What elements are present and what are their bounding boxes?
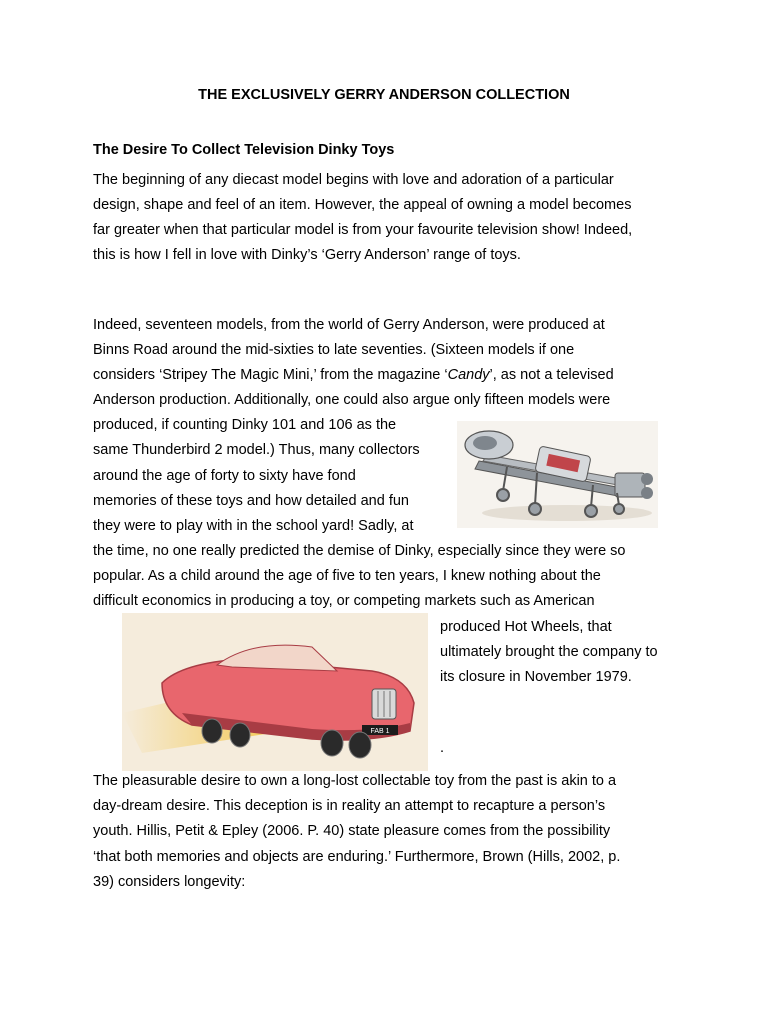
paragraph2-line: memories of these toys and how detailed and fun — [93, 493, 409, 509]
paragraph3-line: ‘that both memories and objects are enduring.’ Furthermore, Brown (Hills, 2002, p. — [93, 849, 621, 865]
magazine-title-italic: Candy — [447, 367, 490, 383]
paragraph2-line: around the age of forty to sixty have fond — [93, 468, 356, 484]
paragraph2-line: . — [440, 740, 445, 756]
text-span: considers ‘Stripey The Magic Mini,’ from the magazine ‘ — [93, 367, 448, 383]
paragraph2-line: produced Hot Wheels, that — [440, 619, 612, 635]
eagle-illustration — [457, 421, 658, 528]
paragraph2-line: Binns Road around the mid-sixties to late seventies. (Sixteen models if one — [93, 342, 575, 358]
paragraph2-line: produced, if counting Dinky 101 and 106 as the — [93, 417, 397, 433]
paragraph2-line: its closure in November 1979. — [440, 669, 632, 685]
paragraph2-line: Anderson production. Additionally, one could also argue only fifteen models were — [93, 392, 611, 408]
section-heading: The Desire To Collect Television Dinky Toys — [93, 142, 395, 158]
paragraph3-line: day-dream desire. This deception is in reality an attempt to recapture a person’s — [93, 798, 606, 814]
document-title: THE EXCLUSIVELY GERRY ANDERSON COLLECTION — [198, 87, 570, 103]
paragraph1-line: far greater when that particular model is from your favourite television show! Indeed, — [93, 222, 633, 238]
paragraph2-line — [93, 366, 614, 384]
paragraph1-line: design, shape and feel of an item. However, the appeal of owning a model becomes — [93, 197, 632, 213]
paragraph2-line: popular. As a child around the age of five to ten years, I knew nothing about the — [93, 568, 601, 584]
eagle-transporter-image — [457, 421, 658, 528]
paragraph2-line: the time, no one really predicted the demise of Dinky, especially since they were so — [93, 543, 626, 559]
paragraph2-line: ultimately brought the company to — [440, 644, 658, 660]
paragraph2-line: difficult economics in producing a toy, or competing markets such as American — [93, 593, 595, 609]
fab1-car-image — [122, 613, 428, 771]
paragraph1-line: this is how I fell in love with Dinky’s ‘Gerry Anderson’ range of toys. — [93, 247, 521, 263]
fab1-illustration — [122, 613, 428, 771]
paragraph3-line: The pleasurable desire to own a long-lost collectable toy from the past is akin to a — [93, 773, 617, 789]
fab1-plate-text: FAB 1 — [370, 728, 390, 735]
text-span: ’, as not a televised — [489, 367, 614, 383]
paragraph2-line: same Thunderbird 2 model.) Thus, many collectors — [93, 442, 420, 458]
paragraph3-line: youth. Hillis, Petit & Epley (2006. P. 40) state pleasure comes from the possibility — [93, 823, 611, 839]
paragraph2-line: Indeed, seventeen models, from the world of Gerry Anderson, were produced at — [93, 317, 605, 333]
paragraph2-line: they were to play with in the school yard! Sadly, at — [93, 518, 414, 534]
paragraph1-line: The beginning of any diecast model begins with love and adoration of a particular — [93, 172, 614, 188]
paragraph3-line: 39) considers longevity: — [93, 874, 246, 890]
